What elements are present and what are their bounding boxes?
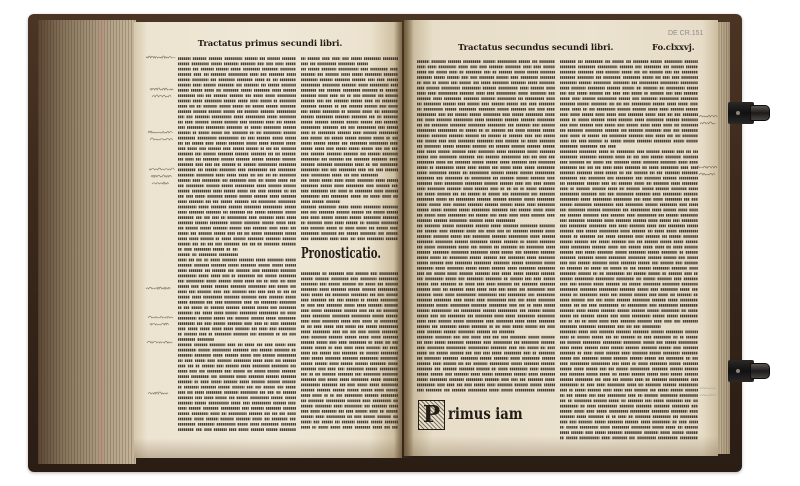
handwritten-note [699,115,717,117]
handwritten-note [150,138,173,140]
handwritten-note [148,131,173,133]
text-lines [301,274,398,428]
folio-number: Fo.clxxvj. [652,43,695,53]
left-page-column-1-text [178,59,296,430]
left-running-head: Tractatus primus secundi libri. [197,39,343,49]
right-page-column-1-text [417,62,555,391]
handwritten-note [152,182,168,184]
handwritten-note [146,287,170,289]
handwritten-note [146,56,175,58]
initial-letter: P [422,401,441,428]
right-running-head: Tractatus secundus secundi libri. [458,43,614,53]
handwritten-note [697,166,717,168]
right-page-column-2-text [560,62,698,438]
handwritten-note [699,173,715,175]
handwritten-note [148,316,173,318]
handwritten-note [152,95,171,97]
handwritten-note [151,175,171,177]
shelfmark-pencil: DE CR.151 [668,30,704,37]
handwritten-note [149,168,174,170]
handwritten-note [150,323,168,325]
handwritten-note [700,387,716,389]
text-lines [417,62,555,391]
pronosticatio-heading: Pronosticatio. [301,244,381,262]
left-page-column-2-text-upper [301,59,398,239]
handwritten-note [700,122,715,124]
handwritten-note [147,341,172,343]
handwritten-note [150,88,173,90]
text-lines [178,59,296,430]
section-opening-text: rimus iam [448,404,523,423]
text-lines [560,62,698,438]
left-page-column-2-text-lower [301,274,398,428]
decorated-initial [418,400,445,430]
handwritten-note [700,394,716,396]
handwritten-note [148,392,168,394]
text-lines [301,59,398,239]
pencil-marginalia [700,387,716,396]
